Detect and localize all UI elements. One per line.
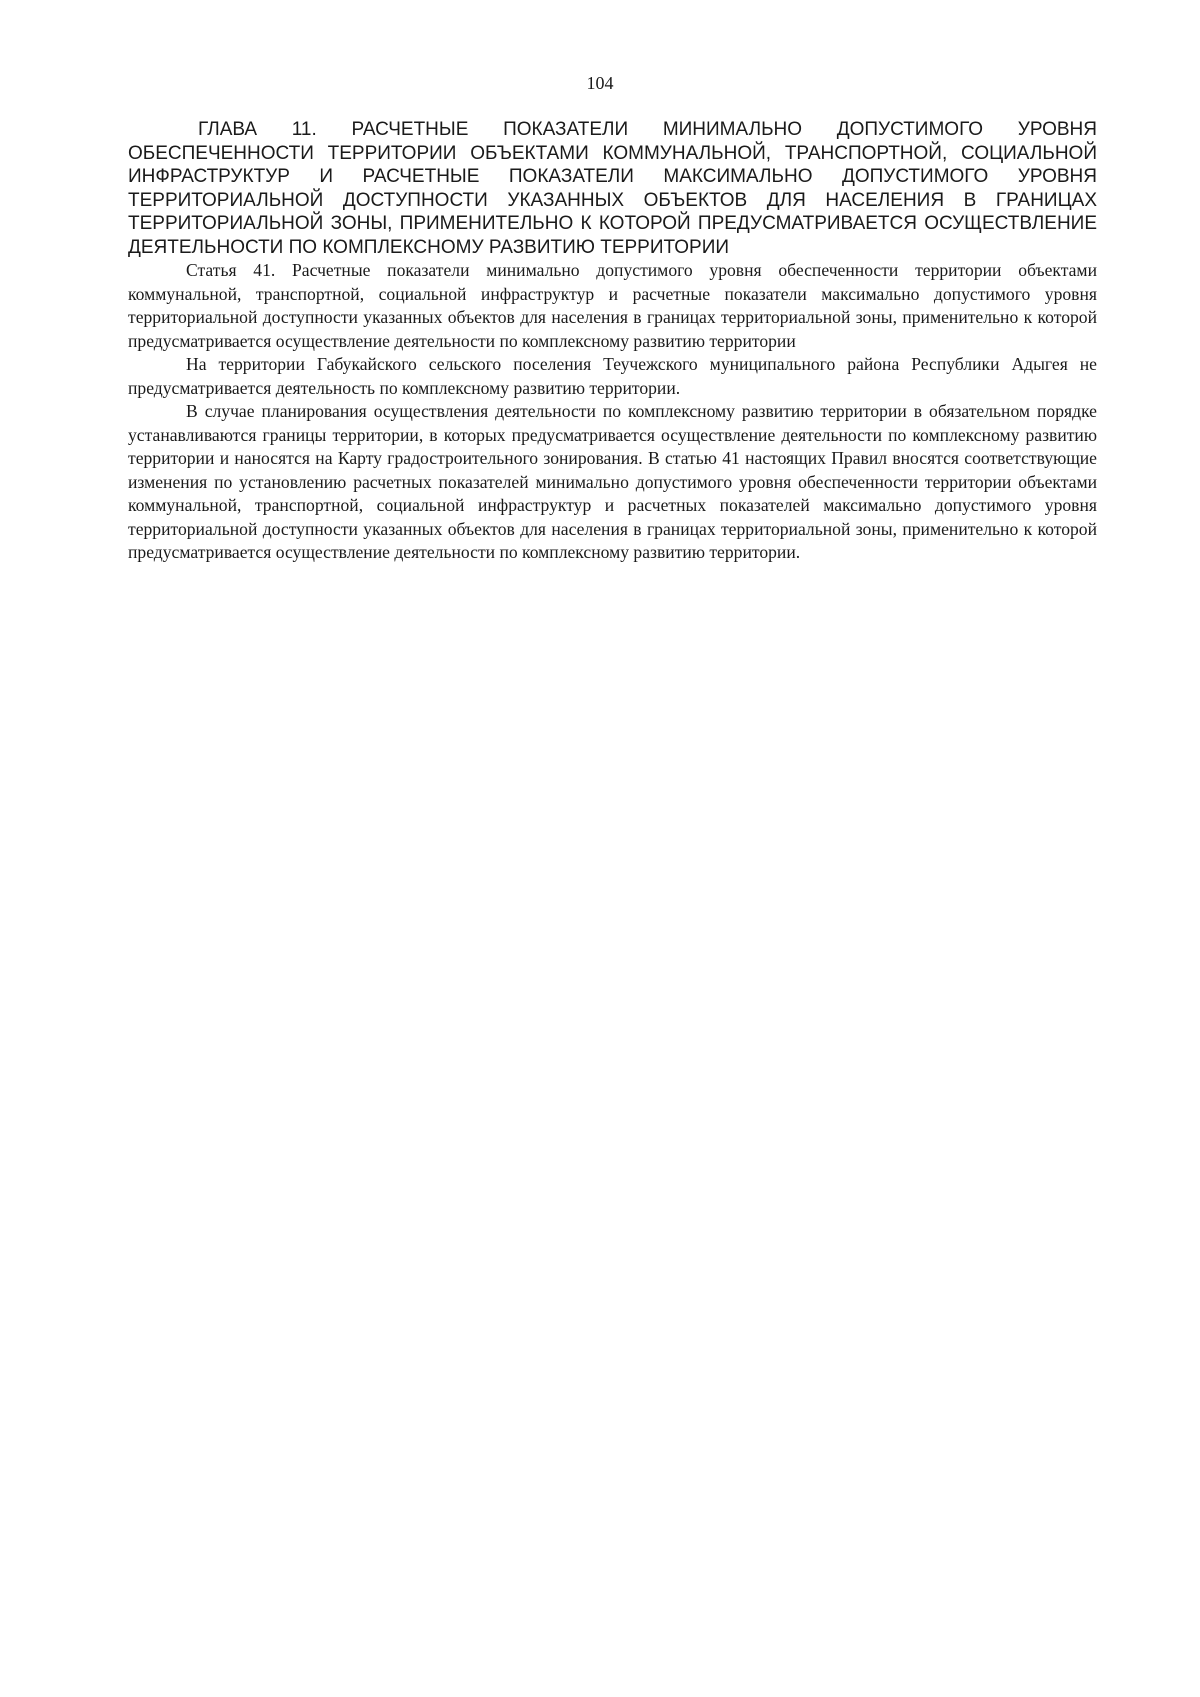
page-number: 104 — [586, 73, 614, 93]
paragraph-1: На территории Габукайского сельского поселения Теучежского муниципального района Республики Адыгея не предусматривается деятельность по комплексному развитию территории. — [128, 354, 1097, 398]
article-title: Статья 41. Расчетные показатели минимально допустимого уровня обеспеченности территории объектами коммунальной, транспортной, социальной инфраструктур и расчетные показатели максимально допустимого уровня территориальной доступности указанных объектов для населения в границах территориальной зоны, применительно к которой предусматривается осуществление деятельности по комплексному развитию территории — [128, 260, 1097, 351]
paragraph-2: В случае планирования осуществления деятельности по комплексному развитию территории в обязательном порядке устанавливаются границы территории, в которых предусматривается осуществление деятельности по комплексному развитию территории и наносятся на Карту градостроительного зонирования. В статью 41 настоящих Правил вносятся соответствующие изменения по установлению расчетных показателей минимально допустимого уровня обеспеченности территории объектами коммунальной, транспортной, социальной инфраструктур и расчетных показателей максимально допустимого уровня территориальной доступности указанных объектов для населения в границах территориальной зоны, применительно к которой предусматривается осуществление деятельности по комплексному развитию территории. — [128, 401, 1097, 562]
chapter-title: ГЛАВА 11. РАСЧЕТНЫЕ ПОКАЗАТЕЛИ МИНИМАЛЬНО ДОПУСТИМОГО УРОВНЯ ОБЕСПЕЧЕННОСТИ ТЕРРИТОРИИ ОБЪЕКТАМИ КОММУНАЛЬНОЙ, ТРАНСПОРТНОЙ, СОЦИАЛЬНОЙ ИНФРАСТРУКТУР И РАСЧЕТНЫЕ ПОКАЗАТЕЛИ МАКСИМАЛЬНО ДОПУСТИМОГО УРОВНЯ ТЕРРИТОРИАЛЬНОЙ ДОСТУПНОСТИ УКАЗАННЫХ ОБЪЕКТОВ ДЛЯ НАСЕЛЕНИЯ В ГРАНИЦАХ ТЕРРИТОРИАЛЬНОЙ ЗОНЫ, ПРИМЕНИТЕЛЬНО К КОТОРОЙ ПРЕДУСМАТРИВАЕТСЯ ОСУЩЕСТВЛЕНИЕ ДЕЯТЕЛЬНОСТИ ПО КОМПЛЕКСНОМУ РАЗВИТИЮ ТЕРРИТОРИИ — [128, 119, 1097, 258]
page-content — [128, 118, 1097, 565]
